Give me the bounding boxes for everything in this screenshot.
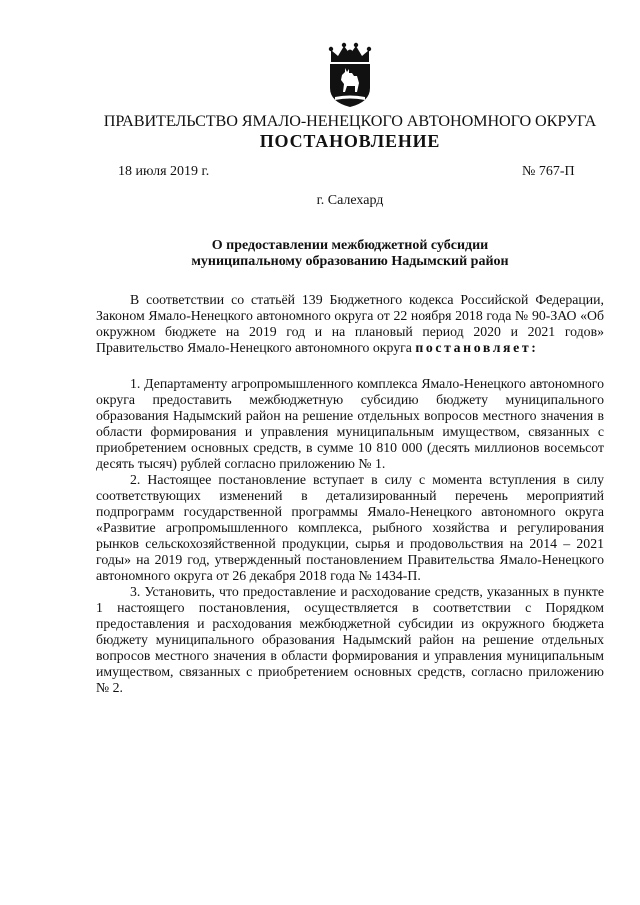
decree-word: постановляет: [415, 340, 539, 355]
document-number: № 767-П [522, 164, 575, 179]
organization-title: ПРАВИТЕЛЬСТВО ЯМАЛО-НЕНЕЦКОГО АВТОНОМНОГО ОКРУГА [103, 112, 597, 130]
subject-line: О предоставлении межбюджетной субсидии [211, 238, 489, 253]
document-subject [60, 238, 640, 270]
document-type-heading: ПОСТАНОВЛЕНИЕ [259, 131, 441, 151]
body-item: 2. Настоящее постановление вступает в силу с момента вступления в силу соответствующих изменений в детализированный перечень мероприятий подпрограмм государственной программы Ямало-Ненецкого автономного округа «Развитие агропромышленного комплекса, рыбного хозяйства и регулирования рынков сельскохозяйственной продукции, сырья и продовольствия на 2014 – 2021 годы» на 2019 год, утвержденный постановлением Правительства Ямало-Ненецкого автономного округа от 26 декабря 2018 года № 1434-П. [96, 472, 604, 583]
coat-of-arms-icon [325, 42, 375, 108]
preamble-paragraph [96, 292, 604, 356]
subject-line: муниципальному образованию Надымский район [191, 254, 509, 269]
body-item: 1. Департаменту агропромышленного комплекса Ямало-Ненецкого автономного округа предоставить межбюджетную субсидию бюджету муниципального образования Надымский район на решение отдельных вопросов местного значения в области формирования и управления муниципальным имуществом, связанных с приобретением основных средств, в сумме 10 810 000 (десять миллионов восемьсот десять тысяч) рублей согласно приложению № 1. [96, 376, 604, 471]
document-city: г. Салехард [316, 193, 384, 208]
preamble-text: В соответствии со статьёй 139 Бюджетного кодекса Российской Федерации, Законом Ямало-Ненецкого автономного округа от 22 ноября 2018 года № 90-ЗАО «Об окружном бюджете на 2019 год и на плановый период 2020 и 2021 годов» Правительство Ямало-Ненецкого автономного округа [96, 292, 604, 355]
document-date: 18 июля 2019 г. [118, 164, 210, 179]
body-item: 3. Установить, что предоставление и расходование средств, указанных в пункте 1 настоящего постановления, осуществляется в соответствии с Порядком предоставления и расходования межбюджетной субсидии из окружного бюджета бюджету муниципального образования Надымский район на решение отдельных вопросов местного значения в области формирования и управления муниципальным имуществом, связанных с приобретением основных средств, согласно приложению № 2. [96, 584, 604, 695]
document-body [96, 292, 604, 696]
